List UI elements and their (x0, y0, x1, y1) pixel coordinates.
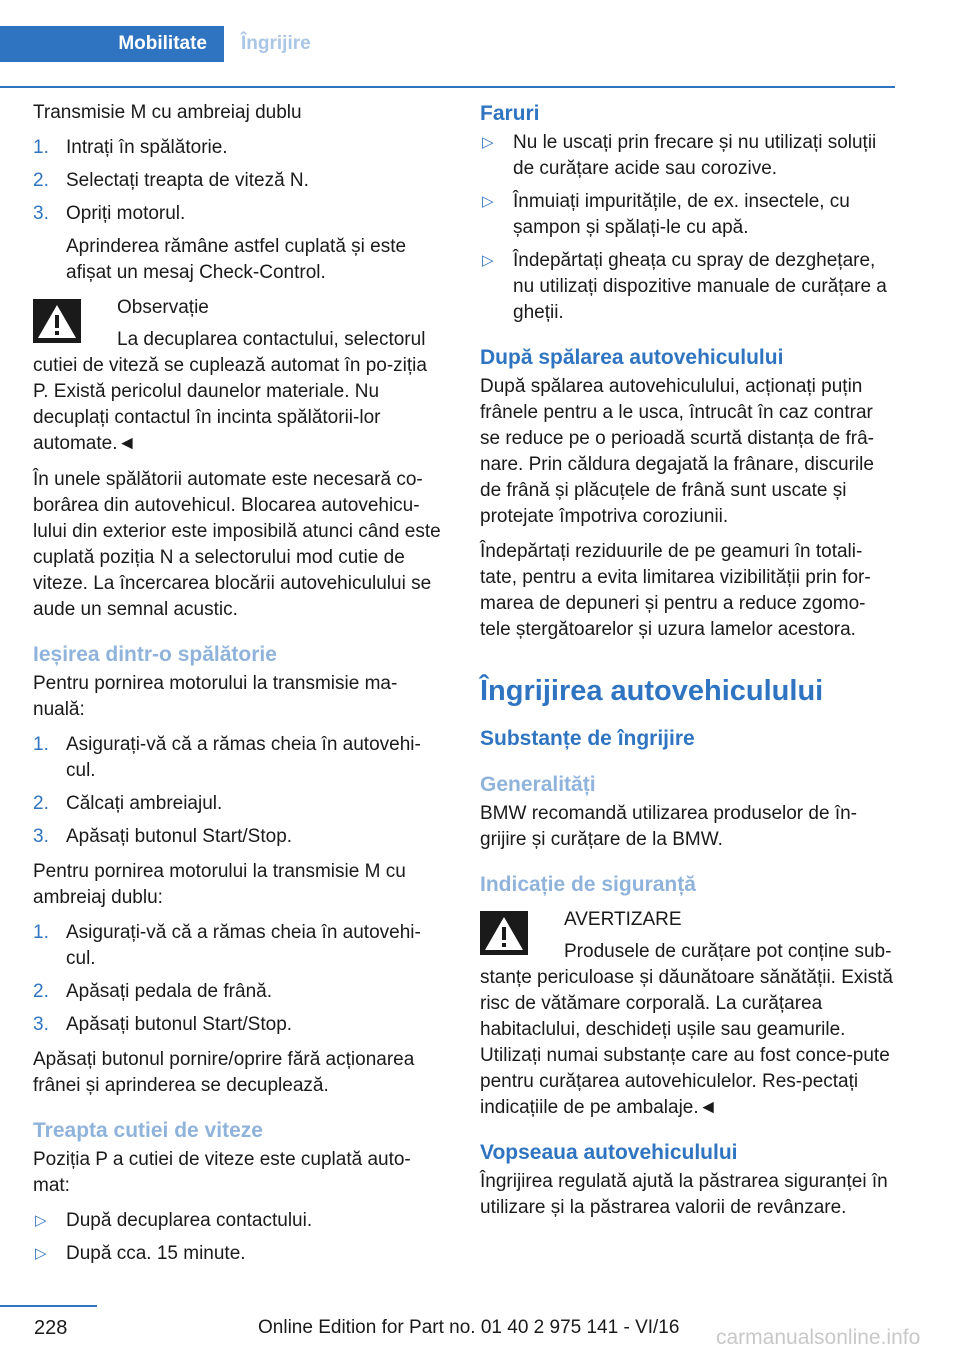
list-item: 1. Intrați în spălătorie. (33, 135, 446, 161)
bullet-triangle-icon: ▷ (482, 193, 494, 210)
list-item: 2. Selectați treapta de viteză N. (33, 168, 446, 194)
edition-footer: Online Edition for Part no. 01 40 2 975 141 - VI/16 (258, 1317, 680, 1338)
list-item: ▷ După cca. 15 minute. (33, 1241, 446, 1267)
chapter-heading: Îngrijirea autovehiculului (480, 675, 824, 707)
notice-box (33, 295, 446, 457)
list-item: 3. Opriți motorul. Aprinderea rămâne astfel cuplată și este afișat un mesaj Check-Control. (33, 201, 446, 286)
page-number: 228 (34, 1317, 68, 1339)
tab-mobilitate[interactable]: Mobilitate (0, 26, 224, 62)
page-number-rule (0, 1305, 97, 1307)
lights-bullets (480, 130, 895, 326)
tab-ingrijire[interactable]: Îngrijire (241, 33, 311, 54)
section-heading: Treapta cutiei de viteze (33, 1119, 263, 1142)
list-item: ▷ Înmuiați impuritățile, de ex. insectele, cu șampon și spălați-le cu apă. (482, 191, 850, 238)
chapter-tabbar (0, 26, 895, 62)
warning-box (480, 907, 895, 1121)
paragraph: După spălarea autovehiculului, acționați puțin frânele pentru a le usca, întrucât în caz contrar se reduce pe o perioadă scurtă distanța de frâ-nare. Prin căldura degajată la frânare, discurile de frână și plăcuțele de frână sunt uscate și protejate împotriva coroziunii. (480, 376, 874, 527)
watermark: carmanualsonline.info (716, 1326, 921, 1349)
bullet-triangle-icon: ▷ (482, 134, 494, 151)
paragraph: Poziția P a cutiei de viteze este cuplată auto-mat: (33, 1149, 411, 1196)
paragraph: Pentru pornirea motorului la transmisie ma-nuală: (33, 673, 398, 720)
gear-bullets (33, 1208, 446, 1267)
step-number: 3. (33, 203, 49, 224)
list-item: ▷ Nu le uscați prin frecare și nu utilizați soluții de curățare acide sau corozive. (482, 132, 877, 179)
bullet-triangle-icon: ▷ (35, 1212, 47, 1229)
warning-triangle-icon (480, 911, 528, 955)
start-steps-list (33, 732, 446, 850)
list-item: 1. Asigurați-vă că a rămas cheia în autovehi-cul. (33, 734, 421, 781)
section-heading: Vopseaua autovehiculului (480, 1141, 738, 1164)
paragraph: Pentru pornirea motorului la transmisie M cu ambreiaj dublu: (33, 861, 406, 908)
bullet-triangle-icon: ▷ (482, 252, 494, 269)
bullet-triangle-icon: ▷ (35, 1245, 47, 1262)
warning-text: Produsele de curățare pot conține sub- stanțe periculoase și dăunătoare sănătății. Există risc de vătămare corporală. La curățarea habitaclului, deschideți ușile sau geamurile. Utilizați numai substanțe care au fost conce-pute pentru curățarea autovehiculelor. Res-pectați indicațiile de pe ambalaje.◄ (480, 941, 893, 1118)
start-steps-dct-list (33, 920, 446, 1038)
list-item: 2. Călcați ambreiajul. (33, 793, 223, 814)
list-item: 3. Apăsați butonul Start/Stop. (33, 826, 293, 847)
subsection-heading: Indicație de siguranță (480, 873, 696, 896)
paragraph: Îndepărtați reziduurile de pe geamuri în totali-tate, pentru a evita limitarea vizibilității prin for-marea de depuneri și pentru a reduce zgomo-tele ștergătoarelor și uzura lamelor acestora. (480, 541, 871, 640)
section-heading: Faruri (480, 102, 540, 125)
step-note: Aprinderea rămâne astfel cuplată și este afișat un mesaj Check-Control. (66, 236, 407, 283)
paragraph: Apăsați butonul pornire/oprire fără acționarea frânei și aprinderea se decuplează. (33, 1049, 415, 1096)
warning-title: AVERTIZARE (564, 909, 682, 930)
list-item: 3. Apăsați butonul Start/Stop. (33, 1014, 293, 1035)
left-column (33, 100, 446, 1276)
section-heading: După spălarea autovehiculului (480, 346, 784, 369)
intro-text: Transmisie M cu ambreiaj dublu (33, 102, 302, 123)
wash-steps-list (33, 135, 446, 286)
tabbar-rule (0, 86, 895, 88)
subsection-heading: Generalități (480, 773, 596, 796)
notice-title: Observație (117, 297, 209, 318)
warning-triangle-icon (33, 299, 81, 343)
list-item: 1. Asigurați-vă că a rămas cheia în autovehi-cul. (33, 922, 421, 969)
section-heading: Substanțe de îngrijire (480, 727, 695, 750)
notice-text: La decuplarea contactului, selectorul cutiei de viteză se cuplează automat în po-ziția P. Există pericolul daunelor materiale. Nu decuplați contactul în incinta spălătorii-lor automate.◄ (33, 329, 427, 454)
step-number: 2. (33, 170, 49, 191)
right-column (480, 100, 895, 1230)
list-item: ▷ Îndepărtați gheața cu spray de dezghețare, nu utilizați dispozitive manuale de curățare a gheții. (482, 250, 887, 323)
section-heading: Ieșirea dintr-o spălătorie (33, 643, 277, 666)
paragraph: BMW recomandă utilizarea produselor de în-grijire și curățare de la BMW. (480, 803, 858, 850)
list-item: 2. Apăsați pedala de frână. (33, 981, 272, 1002)
paragraph: În unele spălătorii automate este necesară co-borârea din autovehicul. Blocarea autovehicu-lului din exterior este imposibilă atunci când este cuplată poziția N a selectorului mod cutie de viteze. La încercarea blocării autovehiculului se aude un semnal acustic. (33, 469, 441, 620)
paragraph: Îngrijirea regulată ajută la păstrarea siguranței în utilizare și la păstrarea valorii de revânzare. (480, 1171, 888, 1218)
list-item: ▷ După decuplarea contactului. (33, 1208, 446, 1234)
step-number: 1. (33, 137, 49, 158)
